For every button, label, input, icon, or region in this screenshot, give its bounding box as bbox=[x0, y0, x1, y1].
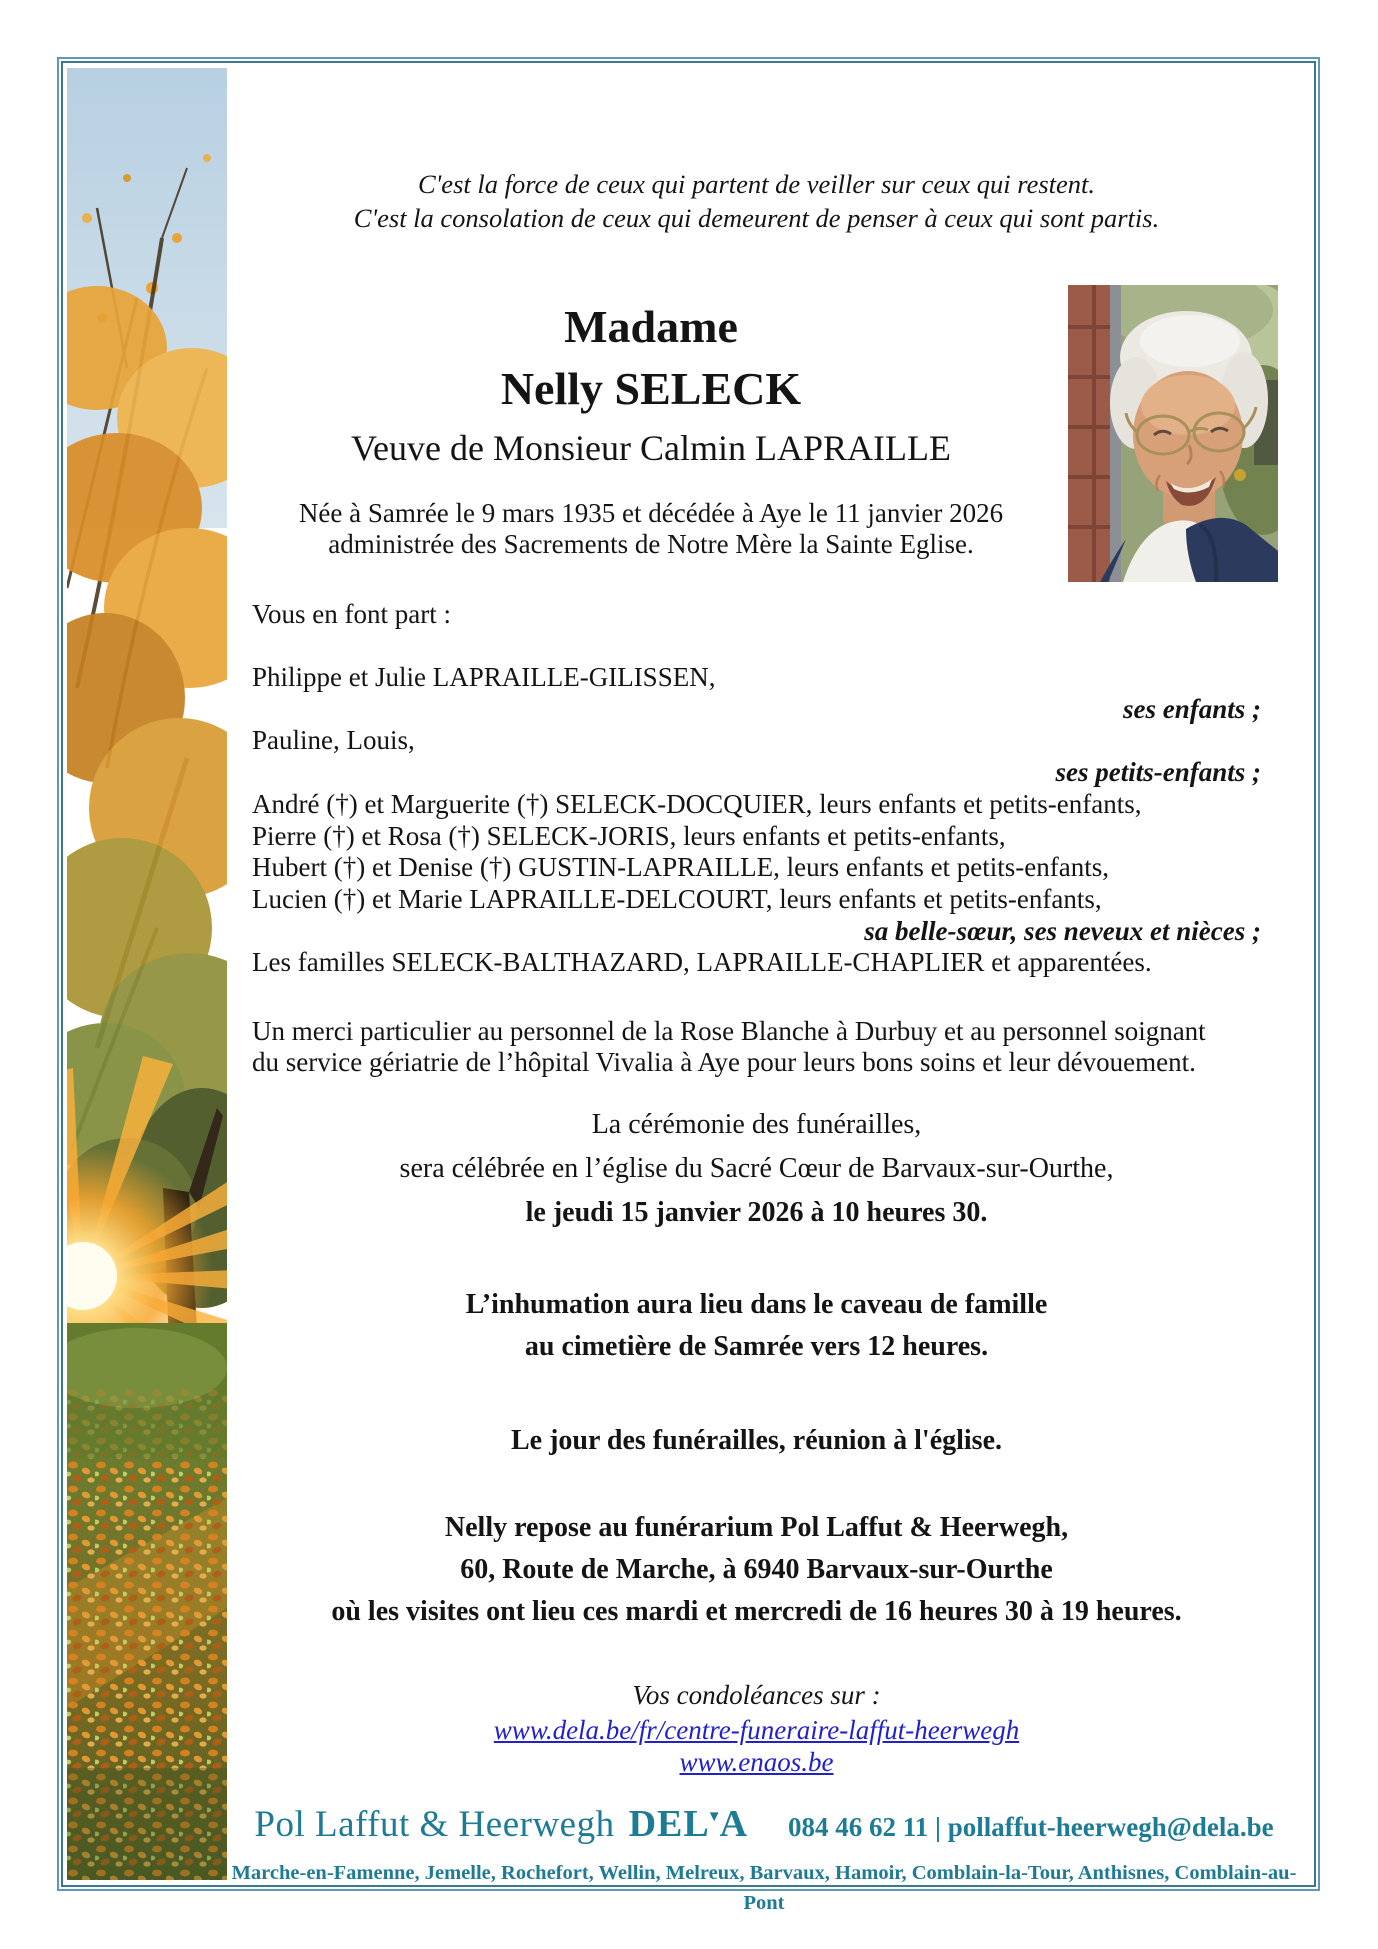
condolences-label: Vos condoléances sur : bbox=[632, 1680, 881, 1710]
dela-logo: DEL▼A bbox=[629, 1800, 748, 1856]
sacraments-line: administrée des Sacrements de Notre Mère la Sainte Eglise. bbox=[328, 529, 974, 559]
condolence-link-enaos[interactable]: www.enaos.be bbox=[679, 1747, 834, 1777]
thanks-line-2: du service gériatrie de l’hôpital Vivalia à Aye pour leurs bons soins et leur dévouement. bbox=[252, 1047, 1196, 1077]
title-madame: Madame bbox=[564, 301, 738, 352]
footer-cities: Marche-en-Famenne, Jemelle, Rochefort, Wellin, Melreux, Barvaux, Hamoir, Comblain-la-Tour, Anthisnes, Comblain-au-Pont bbox=[231, 1862, 1297, 1914]
relation-label-inlaws: sa belle-sœur, ses neveux et nièces ; bbox=[864, 915, 1261, 946]
footer-contact: 084 46 62 11 | pollaffut-heerwegh@dela.be bbox=[788, 1812, 1274, 1842]
condolences-link-wrap bbox=[252, 1714, 1261, 1747]
funeral-home-name: Pol Laffut & Heerwegh bbox=[254, 1804, 615, 1845]
family-line: Philippe et Julie LAPRAILLE-GILISSEN, bbox=[252, 662, 716, 692]
footer-brand-line bbox=[228, 1800, 1300, 1856]
family-line: Lucien (†) et Marie LAPRAILLE-DELCOURT, leurs enfants et petits-enfants, bbox=[252, 883, 1102, 914]
thanks-paragraph bbox=[252, 1016, 1261, 1078]
main-content bbox=[252, 0, 1261, 1949]
relation-label-children: ses enfants ; bbox=[1122, 693, 1261, 724]
family-line: André (†) et Marguerite (†) SELECK-DOCQUIER, leurs enfants et petits-enfants, bbox=[252, 788, 1142, 819]
funeral-home-footer bbox=[228, 1800, 1300, 1918]
epigraph-line-2: C'est la consolation de ceux qui demeurent de penser à ceux qui sont partis. bbox=[353, 202, 1160, 233]
thanks-line-1: Un merci particulier au personnel de la Rose Blanche à Durbuy et au personnel soignant bbox=[252, 1016, 1206, 1046]
deceased-name: Nelly SELECK bbox=[500, 363, 802, 414]
condolences-link-wrap bbox=[252, 1746, 1261, 1779]
autumn-trees-illustration bbox=[67, 68, 227, 1880]
relation-label-grandchildren: ses petits-enfants ; bbox=[1055, 757, 1261, 788]
epigraph-line-1: C'est la force de ceux qui partent de veiller sur ceux qui restent. bbox=[417, 169, 1096, 199]
family-line: Les familles SELECK-BALTHAZARD, LAPRAILLE-CHAPLIER et apparentées. bbox=[252, 947, 1152, 978]
birth-death-line: Née à Samrée le 9 mars 1935 et décédée à Aye le 11 janvier 2026 bbox=[298, 498, 1004, 528]
autumn-trees-photo bbox=[67, 68, 227, 1880]
dela-logo-triangle-icon: ▼ bbox=[706, 1809, 723, 1825]
ceremony-line-1: La cérémonie des funérailles, bbox=[591, 1109, 922, 1140]
ceremony-line-2: sera célébrée en l’église du Sacré Cœur de Barvaux-sur-Ourthe, bbox=[399, 1153, 1114, 1184]
ceremony-date-line: le jeudi 15 janvier 2026 à 10 heures 30. bbox=[525, 1197, 988, 1228]
epigraph bbox=[252, 168, 1261, 235]
gathering-line: Le jour des funérailles, réunion à l'église. bbox=[510, 1425, 1003, 1456]
family-line: Hubert (†) et Denise (†) GUSTIN-LAPRAILLE, leurs enfants et petits-enfants, bbox=[252, 852, 1110, 883]
repose-address-line: 60, Route de Marche, à 6940 Barvaux-sur-Ourthe bbox=[460, 1554, 1053, 1585]
condolence-link-dela[interactable]: www.dela.be/fr/centre-funeraire-laffut-heerwegh bbox=[493, 1715, 1020, 1745]
family-list bbox=[252, 662, 1261, 979]
deceased-header bbox=[252, 296, 1050, 560]
widow-line: Veuve de Monsieur Calmin LAPRAILLE bbox=[351, 428, 951, 468]
family-line: Pierre (†) et Rosa (†) SELECK-JORIS, leurs enfants et petits-enfants, bbox=[252, 820, 1006, 851]
burial-line-1: L’inhumation aura lieu dans le caveau de famille bbox=[465, 1289, 1048, 1320]
announcement-intro: Vous en font part : bbox=[252, 599, 451, 629]
burial-line-2: au cimetière de Samrée vers 12 heures. bbox=[524, 1331, 989, 1362]
repose-line-1: Nelly repose au funérarium Pol Laffut & Heerwegh, bbox=[444, 1512, 1069, 1543]
visits-line: où les visites ont lieu ces mardi et mercredi de 16 heures 30 à 19 heures. bbox=[331, 1596, 1182, 1627]
family-line: Pauline, Louis, bbox=[252, 725, 415, 756]
